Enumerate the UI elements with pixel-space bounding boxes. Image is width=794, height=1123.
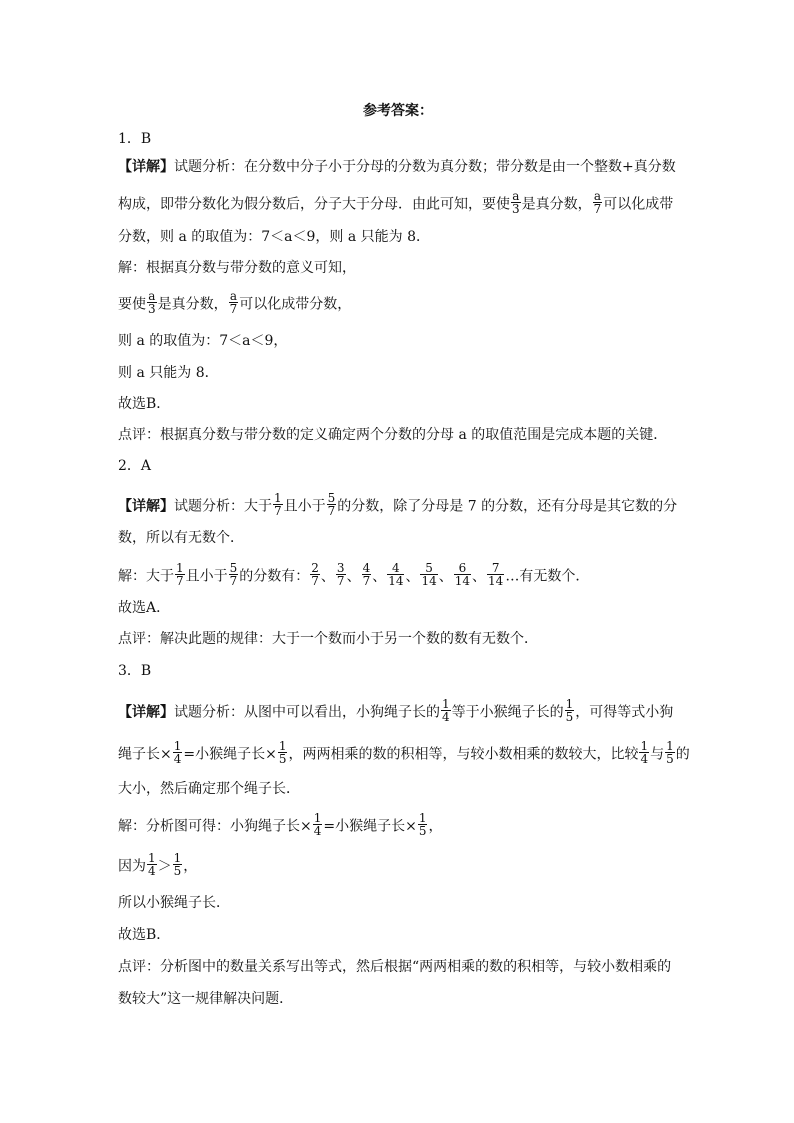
separator: 、 — [472, 568, 487, 585]
q1-solution-line — [118, 289, 352, 317]
fraction: $\frac{1}{5}$ — [666, 739, 674, 766]
q1-text: 是真分数， — [521, 196, 592, 213]
q3-analysis-line-3: 大小，然后确定那个绳子长． — [118, 781, 300, 797]
q1-analysis-line-2 — [118, 189, 674, 217]
fraction: $\frac{1}{4}$ — [313, 811, 322, 838]
q1-text: 构成，即带分数化为假分数后，分子大于分母．由此可知，要使 — [118, 196, 510, 213]
q1-detail-tag: 【详解】 — [118, 159, 174, 175]
q1-text: 可以化成带分数， — [239, 296, 352, 313]
q3-analysis-line-1 — [118, 697, 674, 725]
page-title: 参考答案： — [363, 103, 433, 119]
q2-detail-tag: 【详解】 — [118, 498, 174, 515]
fraction: $\frac{1}{4}$ — [640, 739, 649, 766]
q2-text: 且小于 — [185, 568, 228, 585]
fraction: $\frac{5}{7}$ — [229, 561, 238, 588]
q2-analysis-line-2: 数，所以有无数个． — [118, 530, 244, 546]
q3-text: ， — [183, 858, 198, 875]
q3-text: 试题分析：从图中可以看出，小狗绳子长的 — [174, 704, 440, 721]
separator: 、 — [405, 568, 420, 585]
fraction: $\frac{a}{7}$ — [593, 189, 602, 216]
q3-analysis-line-2 — [118, 739, 690, 767]
q1-solution-line: 则 a 的取值为：7＜a＜9， — [118, 333, 288, 349]
q3-text: 等于小猴绳子长的 — [451, 704, 564, 721]
q3-text: ，两两相乘的数的积相等，与较小数相乘的数较大，比较 — [288, 746, 639, 763]
q3-solution-line — [118, 811, 443, 839]
fraction: $\frac{a}{3}$ — [148, 289, 156, 316]
q1-comment: 点评：根据真分数与带分数的定义确定两个分数的分母 a 的取值范围是完成本题的关键． — [118, 427, 668, 443]
fraction: $\frac{7}{14}$ — [488, 561, 504, 588]
fraction: $\frac{1}{5}$ — [418, 811, 427, 838]
separator: 、 — [346, 568, 361, 585]
fraction: $\frac{1}{5}$ — [173, 851, 182, 878]
fraction: $\frac{5}{14}$ — [421, 561, 437, 588]
fraction: $\frac{1}{4}$ — [442, 697, 450, 724]
q1-text: 可以化成带 — [603, 196, 674, 213]
q3-comment-line-1: 点评：分析图中的数量关系写出等式，然后根据“两两相乘的数的积相等，与较小数相乘的 — [118, 959, 672, 975]
q3-text: 与 — [650, 746, 665, 763]
q3-text: =小猴绳子长× — [323, 818, 417, 835]
fraction: $\frac{1}{7}$ — [274, 491, 282, 518]
q1-text: 试题分析：在分数中分子小于分母的分数为真分数；带分数是由一个整数+真分数 — [174, 159, 676, 175]
q3-text: 解：分析图可得：小狗绳子长× — [118, 818, 312, 835]
q1-text: 要使 — [118, 296, 146, 313]
q2-choice: 故选A． — [118, 600, 171, 616]
q2-analysis-line-1 — [118, 491, 678, 519]
fraction: $\frac{2}{7}$ — [311, 561, 319, 588]
q2-solution-line — [118, 561, 590, 589]
q2-text: 且小于 — [283, 498, 326, 515]
q1-text: 是真分数， — [157, 296, 228, 313]
fraction: $\frac{1}{5}$ — [278, 739, 287, 766]
fraction: $\frac{6}{14}$ — [454, 561, 471, 588]
fraction-list — [309, 561, 505, 588]
q2-number: 2．A — [118, 458, 152, 474]
q2-text: …有无数个． — [505, 568, 590, 585]
q2-text: 解：大于 — [118, 568, 174, 585]
separator: 、 — [320, 568, 335, 585]
fraction: $\frac{4}{7}$ — [362, 561, 371, 588]
fraction: $\frac{1}{4}$ — [173, 739, 182, 766]
q3-choice: 故选B． — [118, 927, 171, 943]
q3-detail-tag: 【详解】 — [118, 704, 174, 721]
q1-analysis-line-1 — [118, 158, 676, 176]
q1-solution-line: 则 a 只能为 8． — [118, 365, 219, 381]
fraction: $\frac{5}{7}$ — [327, 491, 336, 518]
q3-text: 的 — [675, 746, 690, 763]
q1-solution-line: 解：根据真分数与带分数的意义可知， — [118, 260, 356, 276]
separator: 、 — [438, 568, 453, 585]
fraction: $\frac{1}{5}$ — [565, 697, 574, 724]
fraction: $\frac{1}{4}$ — [148, 851, 156, 878]
q3-text: 因为 — [118, 858, 146, 875]
q3-solution-line — [118, 851, 198, 879]
q3-number: 3．B — [118, 663, 152, 679]
fraction: $\frac{3}{7}$ — [336, 561, 345, 588]
q3-text: ，可得等式小狗 — [575, 704, 674, 721]
q2-comment: 点评：解决此题的规律：大于一个数而小于另一个数的数有无数个． — [118, 631, 538, 647]
fraction: $\frac{1}{7}$ — [176, 561, 184, 588]
q1-number: 1．B — [118, 131, 152, 147]
q3-text: ， — [428, 818, 443, 835]
q2-text: 试题分析：大于 — [174, 498, 272, 515]
separator: 、 — [372, 568, 387, 585]
fraction: $\frac{a}{3}$ — [512, 189, 520, 216]
q3-text: ＞ — [157, 858, 172, 875]
q2-text: 的分数，除了分母是 7 的分数，还有分母是其它数的分 — [337, 498, 678, 515]
q3-solution-line: 所以小猴绳子长． — [118, 895, 230, 911]
fraction: $\frac{4}{14}$ — [388, 561, 404, 588]
q2-text: 的分数有： — [239, 568, 310, 585]
q3-text: 绳子长× — [118, 746, 172, 763]
fraction: $\frac{a}{7}$ — [229, 289, 238, 316]
q1-analysis-line-3: 分数，则 a 的取值为：7＜a＜9，则 a 只能为 8． — [118, 229, 431, 245]
q3-text: =小猴绳子长× — [183, 746, 277, 763]
q3-comment-line-2: 数较大”这一规律解决问题． — [118, 991, 294, 1007]
q1-choice: 故选B． — [118, 396, 171, 412]
